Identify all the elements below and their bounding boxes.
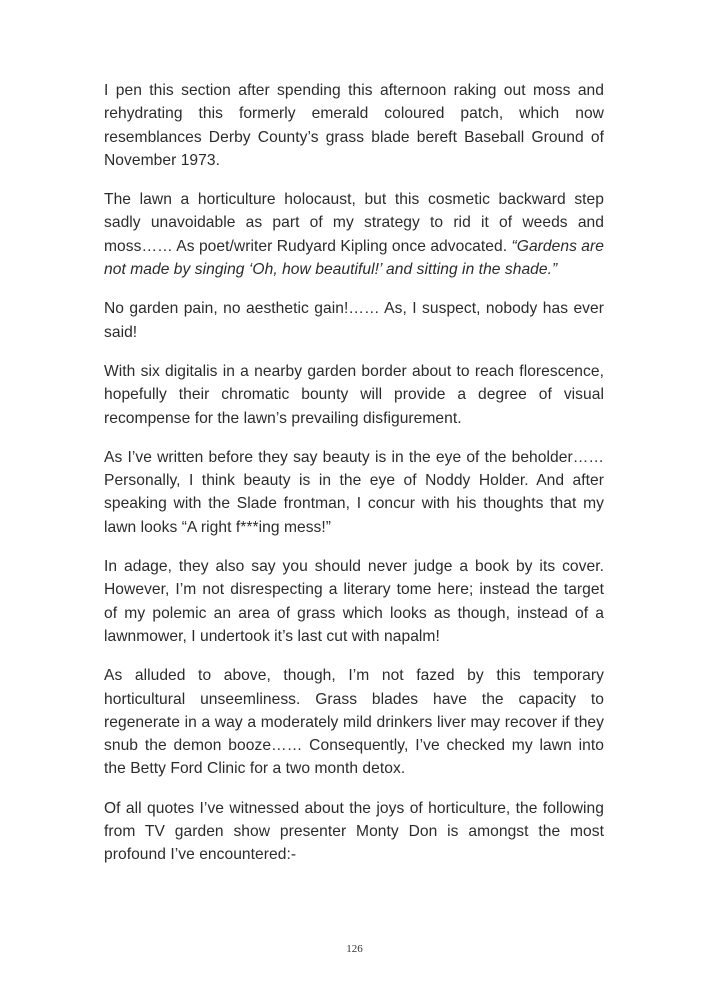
- kipling-quote: “Gardens are not made by singing ‘Oh, how beautiful!’ and sitting in the shade.”: [104, 237, 604, 279]
- paragraph-2-text: The lawn a horticulture holocaust, but this cosmetic backward step sadly unavoidable as part of my strategy to rid it of weeds and moss…… As poet/writer Rudyard Kipling once advocated.: [104, 191, 604, 255]
- paragraph-3: No garden pain, no aesthetic gain!…… As, I suspect, nobody has ever said!: [104, 300, 604, 341]
- paragraph-4: With six digitalis in a nearby garden border about to reach florescence, hopefully their chromatic bounty will provide a degree of visual recompense for the lawn’s prevailing disfigurement.: [104, 362, 604, 427]
- paragraph-2: [104, 188, 604, 281]
- body-text: [104, 79, 604, 883]
- paragraph-6: In adage, they also say you should never judge a book by its cover. However, I’m not disrespecting a literary tome here; instead the target of my polemic an area of grass which looks as though, instead of a lawnmower, I undertook it’s last cut with napalm!: [104, 558, 604, 645]
- paragraph-7: As alluded to above, though, I’m not fazed by this temporary horticultural unseemliness. Grass blades have the capacity to regenerate in a way a moderately mild drinkers liver may recover if they snub the demon booze…… Consequently, I’ve checked my lawn into the Betty Ford Clinic for a two month detox.: [104, 667, 604, 778]
- paragraph-5: As I’ve written before they say beauty is in the eye of the beholder…… Personally, I think beauty is in the eye of Noddy Holder. And after speaking with the Slade frontman, I concur with his thoughts that my lawn looks “A right f***ing mess!”: [104, 448, 604, 536]
- paragraph-1: I pen this section after spending this afternoon raking out moss and rehydrating this formerly emerald coloured patch, which now resemblances Derby County’s grass blade bereft Baseball Ground of November 1973.: [104, 82, 604, 169]
- page-number: 126: [346, 943, 363, 955]
- paragraph-8: Of all quotes I’ve witnessed about the joys of horticulture, the following from TV garden show presenter Monty Don is amongst the most profound I’ve encountered:-: [104, 799, 604, 864]
